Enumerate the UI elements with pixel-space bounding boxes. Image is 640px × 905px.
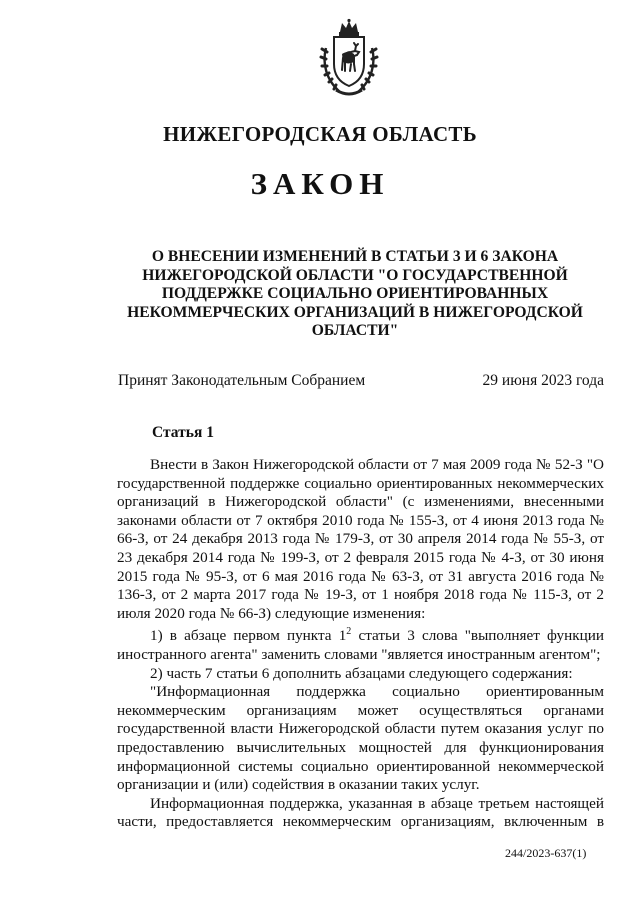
paragraph: Внести в Закон Нижегородской области от 7 мая 2009 года № 52-З "О государственной поддержке социально ориентированных некоммерческих организаций в Нижегородской области" (с изменениями, внесенными законами области от 7 октября 2010 года № 155-З, от 4 июня 2013 года № 66-З, от 24 декабря 2013 года № 179-З, от 30 апреля 2014 года № 55-З, от 23 декабря 2014 года № 199-З, от 2 февраля 2015 года № 4-З, от 30 июня 2015 года № 95-З, от 6 мая 2016 года № 63-З, от 31 августа 2016 года № 136-З, от 2 марта 2017 года № 19-З, от 1 ноября 2018 года № 115-З, от 2 июля 2020 года № 66-З) следующие изменения: xyxy=(117,456,604,622)
region-name: НИЖЕГОРОДСКАЯ ОБЛАСТЬ xyxy=(163,122,477,146)
coat-of-arms-icon xyxy=(318,18,380,98)
superscript: 2 xyxy=(346,626,352,638)
adoption-text: Принят Законодательным Собранием xyxy=(118,372,366,389)
paragraph-text: 1) в абзаце первом пункта 1 xyxy=(150,627,347,645)
document-type: ЗАКОН xyxy=(250,166,390,201)
paragraph: 2) часть 7 статьи 6 дополнить абзацами следующего содержания: xyxy=(150,664,573,682)
adoption-date: 29 июня 2023 года xyxy=(482,372,604,389)
paragraph: "Информационная поддержка социально ориентированным некоммерческим организациям может осуществляться органами государственной власти Нижегородской области путем оказания услуг по предоставлению вычислительных мощностей для функционирования информационной системы социально ориентированной некоммерческой организации и (или) содействия в оказании таких услуг. xyxy=(117,683,604,794)
article-heading: Статья 1 xyxy=(152,424,214,441)
article-body xyxy=(117,456,604,832)
paragraph xyxy=(117,623,604,664)
law-title: О ВНЕСЕНИИ ИЗМЕНЕНИЙ В СТАТЬИ 3 И 6 ЗАКОНА НИЖЕГОРОДСКОЙ ОБЛАСТИ "О ГОСУДАРСТВЕННОЙ ПОДДЕРЖКЕ СОЦИАЛЬНО ОРИЕНТИРОВАННЫХ НЕКОММЕРЧЕСКИХ ОРГАНИЗАЦИЙ В НИЖЕГОРОДСКОЙ ОБЛАСТИ" xyxy=(127,248,583,339)
adoption-line xyxy=(118,372,604,390)
document-number: 244/2023-637(1) xyxy=(505,846,587,860)
paragraph: Информационная поддержка, указанная в абзаце третьем настоящей части, предоставляется некоммерческим организациям, включенным в xyxy=(117,794,604,831)
paragraph-text: статьи 3 слова "выполняет функции иностранного агента" заменить словами "является иностранным агентом"; xyxy=(117,627,604,663)
